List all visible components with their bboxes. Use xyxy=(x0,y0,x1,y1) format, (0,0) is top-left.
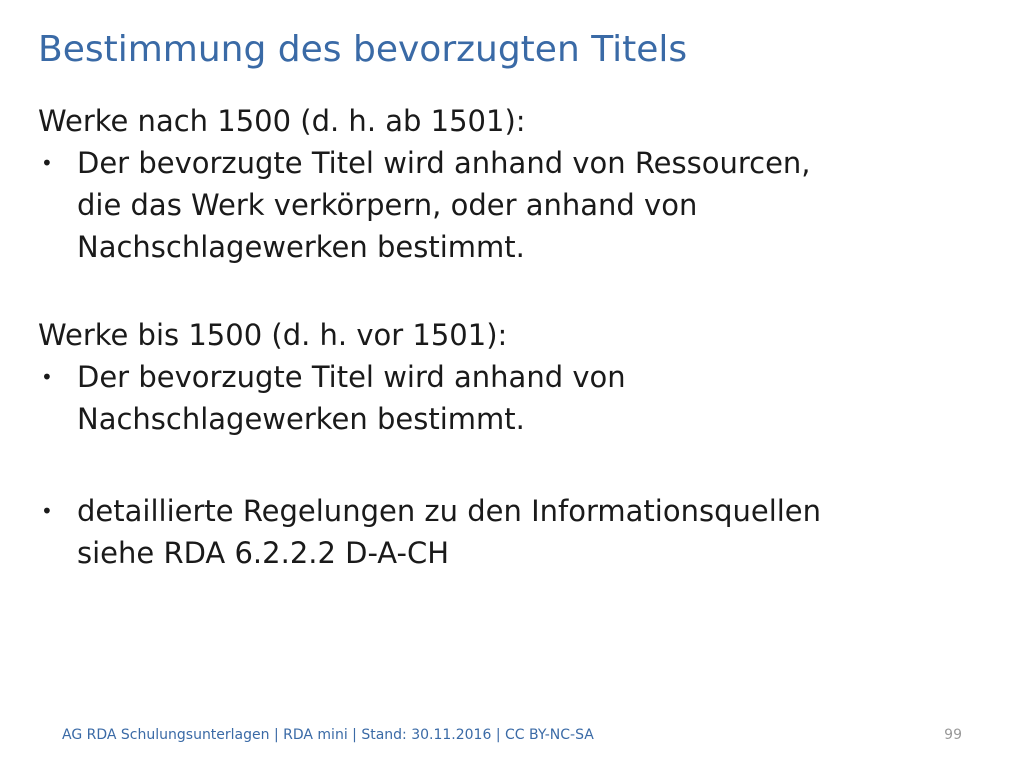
bullet-item-preferred-title-resources xyxy=(38,142,988,268)
bullet-item-detailed-rules xyxy=(38,490,988,574)
page-number: 99 xyxy=(944,727,962,743)
bullet-item-preferred-title-reference-works xyxy=(38,356,988,440)
bullet-text-line: Der bevorzugte Titel wird anhand von xyxy=(77,360,626,394)
bullet-icon: • xyxy=(41,365,53,389)
spacer xyxy=(38,268,988,314)
slide-title: Bestimmung des bevorzugten Titels xyxy=(38,29,688,70)
bullet-text-line: Nachschlagewerken bestimmt. xyxy=(77,230,525,264)
spacer xyxy=(38,440,988,490)
bullet-text-line: siehe RDA 6.2.2.2 D-A-CH xyxy=(77,536,450,570)
bullet-text-line: die das Werk verkörpern, oder anhand von xyxy=(77,188,698,222)
slide-content xyxy=(38,100,988,574)
bullet-icon: • xyxy=(41,499,53,523)
bullet-icon: • xyxy=(41,151,53,175)
section-heading-after-1500: Werke nach 1500 (d. h. ab 1501): xyxy=(38,104,526,138)
slide-footer: AG RDA Schulungsunterlagen | RDA mini | Stand: 30.11.2016 | CC BY-NC-SA xyxy=(62,727,594,743)
bullet-text-line: detaillierte Regelungen zu den Informationsquellen xyxy=(77,494,822,528)
bullet-text-line: Nachschlagewerken bestimmt. xyxy=(77,402,525,436)
section-heading-until-1500: Werke bis 1500 (d. h. vor 1501): xyxy=(38,318,508,352)
bullet-text-line: Der bevorzugte Titel wird anhand von Ressourcen, xyxy=(77,146,811,180)
